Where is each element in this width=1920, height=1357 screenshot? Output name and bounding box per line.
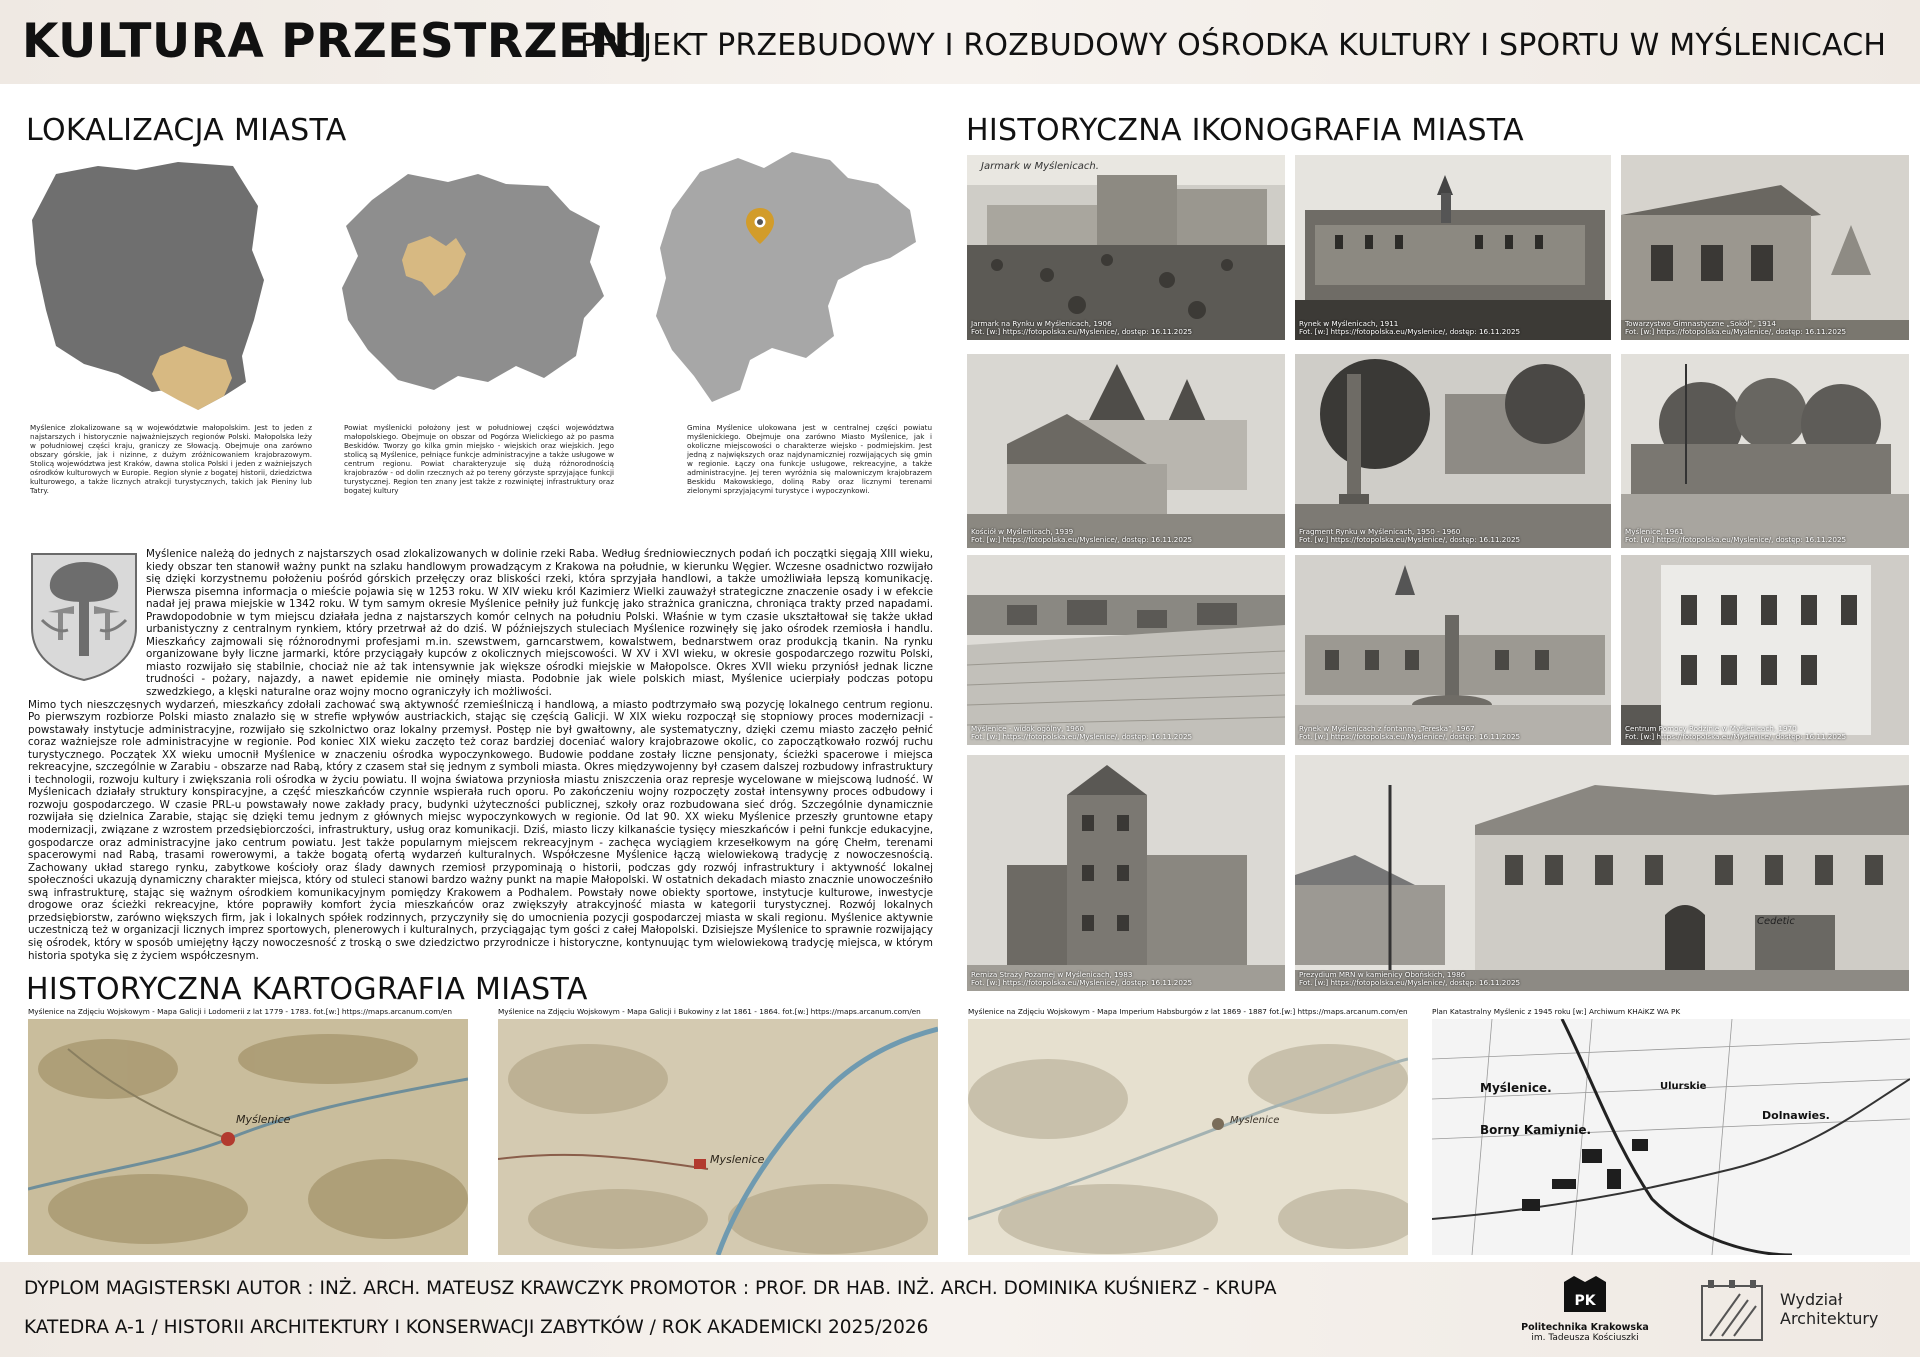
map-label-district: Borny Kamiynie.	[1480, 1123, 1592, 1137]
header-bar	[0, 0, 1920, 84]
history-text	[28, 548, 933, 962]
photo-caption: Myślenice - widok ogólny, 1960 Fot. [w:] https://fotopolska.eu/Myslenice/, dostęp: 16.11.2025	[971, 723, 1193, 742]
historic-photo-8	[1295, 555, 1611, 745]
history-paragraph-1: Myślenice należą do jednych z najstarszych osad zlokalizowanych w dolinie rzeki Raba. Według średniowiecznych podań ich początki sięgają XIII wieku, kiedy obszar ten stanowił ważny punkt na szlaku handlowym prowadzącym z Krakowa na południe, w kierunku Węgier. Wczesne osadnictwo rozwijało się dzięki korzystnemu położeniu pośród górskich przełęczy oraz bliskości rzeki, która sprzyjała handlowi, a także umożliwiała lepszą komunikację. Pierwsza pisemna informacja o mieście pojawia się w 1253 roku. W XIV wieku król Kazimierz Wielki zauważył strategiczne znaczenie osady i w efekcie nadał jej prawa miejskie w 1342 roku. W tym samym okresie Myślenice pełniły już funkcję jako strażnica graniczna, chroniąca trakty przed napadami. Prawdopodobnie w tym miejscu działała jedna z najstarszych komór celnych na południu Polski. Właśnie w tym czasie ukształtował się także układ urbanistyczny z centralnym rynkiem, który przetrwał aż do dziś. W późniejszych stuleciach Myślenice rozwinęły się jako ośrodek rzemiosła i handlu. Mieszkańcy zajmowali się różnorodnymi profesjami m.in. szewstwem, garncarstwem, kowalstwem, bednarstwem oraz produkcją tkanin. Na rynku organizowane były liczne jarmarki, które przyciągały kupców z okolicznych miejscowości. W XV i XVI wieku, w okresie gospodarczego rozwitu Polski, miasto rozwijało się stabilnie, chociaż nie aż tak intensywnie jak większe ośrodki miejskie w Małopolsce. Okres XVII wieku przyniósł jednak liczne trudności - pożary, najazdy, a nawet epidemie nie ominęły miasta. Podobnie jak wiele polskich miast, Myślenice ucierpiały podczas potopu szwedzkiego, a klęski naturalne oraz wojny mocno ograniczyły ich możliwości.	[146, 548, 933, 699]
footer-department-info: KATEDRA A-1 / HISTORII ARCHITEKTURY I KONSERWACJI ZABYTKÓW / ROK AKADEMICKI 2025/2026	[24, 1317, 929, 1338]
map-label-area: Ulurskie	[1660, 1081, 1707, 1092]
historic-photo-3	[1621, 155, 1909, 340]
map-label-village: Dolnawies.	[1762, 1109, 1830, 1122]
photo-caption: Jarmark na Rynku w Myślenicach, 1906 Fot. [w:] https://fotopolska.eu/Myslenice/, dostęp: 16.11.2025	[971, 318, 1193, 337]
photo-caption: Fragment Rynku w Myślenicach, 1950 - 1960 Fot. [w:] https://fotopolska.eu/Myslenice/, dostęp: 16.11.2025	[1299, 526, 1521, 545]
map-label-town: Myślenice.	[1480, 1081, 1552, 1095]
historic-map-2	[498, 1019, 938, 1255]
historic-photo-10	[967, 755, 1285, 991]
historic-photo-5	[1295, 354, 1611, 548]
footer-bar	[0, 1262, 1920, 1357]
faculty-name: Wydział Architektury	[1780, 1290, 1879, 1328]
university-name: Politechnika Krakowska	[1521, 1322, 1649, 1333]
historic-photo-6	[1621, 354, 1909, 548]
university-patron: im. Tadeusza Kościuszki	[1531, 1333, 1639, 1343]
faculty-emblem-icon	[1700, 1280, 1764, 1342]
section-title-iconography: HISTORYCZNA IKONOGRAFIA MIASTA	[966, 113, 1524, 148]
photo-caption: Rynek w Myślenicach z fontanną „Tereska”, 1967 Fot. [w:] https://fotopolska.eu/Myslenice/, dostęp: 16.11.2025	[1299, 723, 1521, 742]
historic-photo-2	[1295, 155, 1611, 340]
pk-crest-icon	[1562, 1276, 1608, 1316]
footer-thesis-info: DYPLOM MAGISTERSKI AUTOR : INŻ. ARCH. MATEUSZ KRAWCZYK PROMOTOR : PROF. DR HAB. INŻ. ARCH. DOMINIKA KUŚNIERZ - KRUPA	[24, 1278, 1277, 1299]
map-label-town: Myslenice	[710, 1153, 765, 1166]
photo-caption: Centrum Pomocy Rodzinie w Myślenicach, 1970 Fot. [w:] https://fotopolska.eu/Myslenice/, dostęp: 16.11.2025	[1625, 723, 1847, 742]
photo-caption: Kościół w Myślenicach, 1939 Fot. [w:] https://fotopolska.eu/Myslenice/, dostęp: 16.11.2025	[971, 526, 1193, 545]
historic-photo-7	[967, 555, 1285, 745]
map-label-town: Myslenice	[1230, 1115, 1280, 1126]
map-description-powiat: Gmina Myślenice ulokowana jest w centralnej części powiatu myślenickiego. Obejmuje ona zarówno Miasto Myślenice, jak i okoliczne miejscowości o charakterze wiejsko - podmiejskim. Jest jedną z największych oraz najdynamiczniej rozwijających się gmin w regionie. Łączy ona funkcje usługowe, rekreacyjne, a także administracyjne. Jej teren wyróżnia się malowniczym krajobrazem Beskidu Makowskiego, doliną Raby oraz licznymi terenami zielonymi sprzyjającymi turystyce i wypoczynkowi.	[687, 423, 932, 495]
carto-caption-1: Myślenice na Zdjęciu Wojskowym - Mapa Galicji i Lodomerii z lat 1779 - 1783. fot.[w:] https://maps.arcanum.com/en	[28, 1007, 452, 1016]
section-title-cartography: HISTORYCZNA KARTOGRAFIA MIASTA	[26, 972, 588, 1007]
historic-photo-11	[1295, 755, 1909, 991]
photo-header-text: Jarmark w Myślenicach.	[981, 161, 1099, 172]
historic-map-4	[1432, 1019, 1910, 1255]
historic-photo-1	[967, 155, 1285, 340]
historic-map-1	[28, 1019, 468, 1255]
historic-photo-9	[1621, 555, 1909, 745]
photo-caption: Remiza Straży Pożarnej w Myślenicach, 1983 Fot. [w:] https://fotopolska.eu/Myslenice/, dostęp: 16.11.2025	[971, 969, 1193, 988]
photo-caption: Prezydium MRN w kamienicy Obońskich, 1986 Fot. [w:] https://fotopolska.eu/Myslenice/, dostęp: 16.11.2025	[1299, 969, 1521, 988]
shop-sign-text: Cedetic	[1757, 916, 1795, 927]
historic-map-3	[968, 1019, 1408, 1255]
photo-caption: Towarzystwo Gimnastyczne „Sokół”, 1914 Fot. [w:] https://fotopolska.eu/Myslenice/, dostęp: 16.11.2025	[1625, 318, 1847, 337]
carto-caption-2: Myślenice na Zdjęciu Wojskowym - Mapa Galicji i Bukowiny z lat 1861 - 1864. fot.[w:] https://maps.arcanum.com/en	[498, 1007, 921, 1016]
map-poland	[28, 160, 268, 415]
faculty-logo	[1700, 1280, 1910, 1342]
map-description-poland: Myślenice zlokalizowane są w województwie małopolskim. Jest to jeden z najstarszych i historycznie najważniejszych regionów Polski. Małopolska leży w południowej części kraju, graniczy ze Słowacją. Obejmuje ona zarówno obszary górskie, jak i nizinne, z dużym zróżnicowaniem krajobrazowym. Stolicą województwa jest Kraków, dawna stolica Polski i jeden z ważniejszych ośrodków kulturowych w Europie. Region słynie z bogatej historii, dziedzictwa kulturowego, a także licznych atrakcji turystycznych, takich jak Pieniny lub Tatry.	[30, 423, 312, 495]
poster-title: KULTURA PRZESTRZENI	[22, 14, 649, 69]
map-label-town: Myślenice	[236, 1113, 291, 1126]
pk-crest-letters: PK	[1574, 1293, 1596, 1309]
history-paragraph-2: Mimo tych nieszczęsnych wydarzeń, mieszkańcy zdołali zachować swą aktywność rzemieślniczą i handlową, a miasto podtrzymało swą pozycję lokalnego centrum regionu. Po pierwszym rozbiorze Polski miasto znalazło się w strefie wpływów austriackich, stając się częścią Galicji. W XIX wieku rozpoczął się stopniowy proces modernizacji - powstawały instytucje administracyjne, rozwijało się szkolnictwo oraz lokalny przemysł. Postęp nie był gwałtowny, ale systematyczny, dzięki czemu miasto zaczęło pełnić coraz ważniejsze role administracyjne w regionie. Pod koniec XIX wieku zaczęto też coraz bardziej doceniać walory krajobrazowe okolic, co zapoczątkowało rozwój ruchu turystycznego. Początek XX wieku umocnił Myślenice w znaczeniu ośrodka wypoczynkowego. Budowie poddane zostały liczne pensjonaty, ścieżki spacerowe i miejsca rekreacyjne, szczególnie w Zarabiu - obszarze nad Rabą, który z czasem stał się jednym z symboli miasta. Okres międzywojenny był czasem dalszej rozbudowy infrastruktury i technologii, rozwoju kultury i zwiększania roli ośrodka w życiu powiatu. II wojna światowa przyniosła miastu zniszczenia oraz represje wycelowane w miejscową ludność. W Myślenicach działały struktury konspiracyjne, a część mieszkańców czynnie wspierała ruch oporu. Po zakończeniu wojny rozpoczęty został intensywny proces odbudowy i rozwoju gospodarczego. W czasie PRL-u powstawały nowe zakłady pracy, budynki użyteczności publicznej, szkoły oraz rozbudowana sieć dróg. Szczególnie dynamicznie rozwijała się dzielnica Zarabie, stając się dzięki temu jednym z głównych miejsc wypoczynkowych w regionie. Od lat 90. XX wieku Myślenice przeszły gruntowne etapy modernizacji, związane z wzrostem przedsiębiorczości, infrastruktury, usług oraz komunikacji. Dziś, miasto liczy kilkanaście tysięcy mieszkańców i pełni funkcje edukacyjne, gospodarcze oraz administracyjne jako centrum powiatu. Jest także popularnym miejscem rekreacyjnym - zachęca wyciągiem krzesełkowym na górę Chełm, terenami spacerowymi nad Rabą, trasami rowerowymi, a także bogatą ofertą wydarzeń kulturalnych. Współczesne Myślenice łączą wielowiekową tradycję z nowoczesnością. Zachowany układ starego rynku, zabytkowe kościoły oraz ślady dawnych rzemiosł przypominają o historii, podczas gdy rozwój infrastruktury i aktywność lokalnej społeczności ukazują dynamiczny charakter miejsca, który od stuleci stanowi bardzo ważny punkt na mapie Małopolski. W ostatnich dekadach miasto znacznie unowocześniło swą infrastrukturę, stając się ważnym ośrodkiem komunikacyjnym pomiędzy Krakowem a Podhalem. Powstały nowe obiekty sportowe, instytucje kulturowe, inwestycje drogowe oraz ścieżki rekreacyjne, które poprawiły komfort życia mieszkańców oraz zwiększyły atrakcyjność miasta w kategorii turystycznej. Rozwój lokalnych przedsiębiorstw, zarówno większych firm, jak i lokalnych spółek rodzinnych, przyczyniły się do umocnienia pozycji gospodarczej miasta w skali regionu. Myślenice aktywnie uczestniczą też w organizacji licznych imprez sportowych, plenerowych i kulturalnych, przyciągając tym gości z całej Małopolski. Dzisiejsze Myślenice to sprawnie rozwijający się ośrodek, który w sposób umiejętny łączy nowoczesność z troską o swe dziedzictwo przyrodnicze i historyczne, kontynuując tym wielowiekową tradycję miejsca, w którym historia spotyka się z życiem współczesnym.	[28, 698, 933, 962]
map-powiat	[652, 150, 924, 410]
map-description-malopolska: Powiat myślenicki położony jest w południowej części województwa małopolskiego. Obejmuje on obszar od Pogórza Wielickiego aż po pasma Beskidów. Tworzy go kilka gmin miejsko - wiejskich oraz wiejskich. Jego stolicą są Myślenice, pełniące funkcje administracyjne a także usługowe w centrum regionu. Powiat charakteryzuje się dużą różnorodnością krajobrazów - od dolin rzecznych aż po tereny górzyste sprzyjające funkcji turystycznej. Region ten znany jest także z rozwiniętej infrastruktury oraz bogatej kultury	[344, 423, 614, 495]
map-malopolska	[338, 170, 608, 395]
historic-photo-4	[967, 354, 1285, 548]
photo-caption: Rynek w Myślenicach, 1911 Fot. [w:] https://fotopolska.eu/Myslenice/, dostęp: 16.11.2025	[1299, 318, 1521, 337]
carto-caption-3: Myślenice na Zdjęciu Wojskowym - Mapa Imperium Habsburgów z lat 1869 - 1887 fot.[w:] https://maps.arcanum.com/en	[968, 1007, 1408, 1016]
university-logo	[1520, 1276, 1650, 1356]
carto-caption-4: Plan Katastralny Myślenic z 1945 roku [w:] Archiwum KHAiKZ WA PK	[1432, 1007, 1681, 1016]
section-title-localization: LOKALIZACJA MIASTA	[26, 113, 347, 148]
poster-subtitle: PROJEKT PRZEBUDOWY I ROZBUDOWY OŚRODKA KULTURY I SPORTU W MYŚLENICACH	[580, 28, 1887, 63]
photo-caption: Myślenice, 1961 Fot. [w:] https://fotopolska.eu/Myslenice/, dostęp: 16.11.2025	[1625, 526, 1847, 545]
